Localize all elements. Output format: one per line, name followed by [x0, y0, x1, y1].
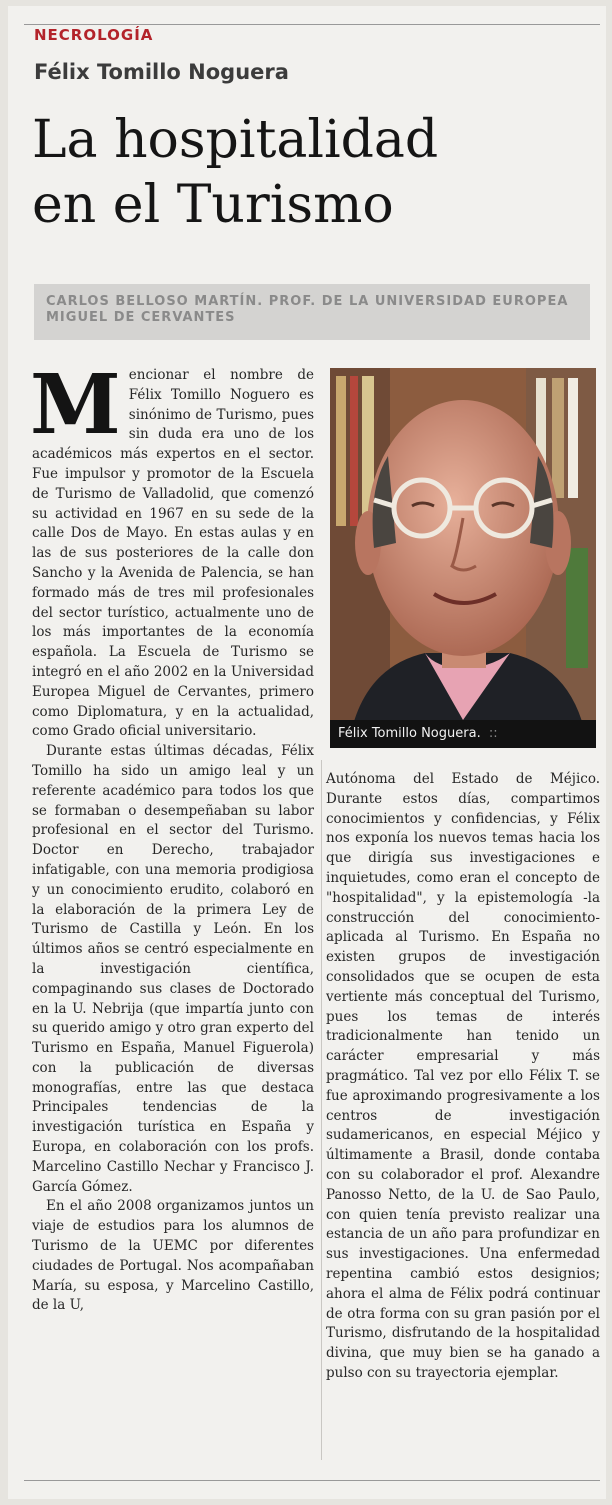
- drop-cap: M: [30, 357, 121, 453]
- paragraph-1: [30, 357, 314, 742]
- headline-line-2: en el Turismo: [32, 175, 394, 235]
- article-column-right: [326, 770, 600, 1384]
- photo-caption-text: Félix Tomillo Noguera.: [338, 726, 481, 741]
- portrait-illustration: [330, 368, 596, 748]
- section-label: NECROLOGÍA: [34, 26, 154, 44]
- headline: [32, 108, 438, 238]
- paragraph-3: En el año 2008 organizamos juntos un viaje de estudios para los alumnos de Turismo de la UEMC por diferentes ciudades de Portugal. Nos acompañaban María, su esposa, y Marcelino Castillo, de la U,: [32, 1198, 314, 1314]
- paragraph-3-continued: Autónoma del Estado de Méjico. Durante estos días, compartimos conocimientos y confidencias, y Félix nos exponía los nuevos temas hacia los que dirigía sus investigaciones e inquietudes, como eran el concepto de "hospitalidad", y la epistemología -la construcción del conocimiento- aplicada al Turismo. En España no existen grupos de investigación consolidados que se ocupen de esta vertiente más conceptual del Turismo, pues los temas de interés tradicionalmente han tenido un carácter empresarial y más pragmático. Tal vez por ello Félix T. se fue aproximando progresivamente a los centros de investigación sudamericanos, en especial Méjico y últimamente a Brasil, donde contaba con su colaborador el prof. Alexandre Panosso Netto, de la U. de Sao Paulo, con quien tenía previsto realizar una estancia de un año para profundizar en sus investigaciones. Una enfermedad repentina cambió estos designios; ahora el alma de Félix podrá continuar de otra forma con su gran pasión por el Turismo, disfrutando de la hospitalidad divina, que muy bien se ha ganado a pulso con su trayectoria ejemplar.: [326, 771, 600, 1381]
- photo-caption: [330, 720, 596, 748]
- portrait-photo: [330, 368, 596, 748]
- byline: CARLOS BELLOSO MARTÍN. PROF. DE LA UNIVERSIDAD EUROPEA MIGUEL DE CERVANTES: [34, 284, 590, 340]
- bottom-rule: [24, 1480, 600, 1481]
- column-divider: [321, 760, 322, 1460]
- photo-caption-mark: ::: [488, 726, 498, 741]
- newspaper-clipping: [8, 6, 606, 1499]
- obituary-subject: Félix Tomillo Noguera: [34, 60, 289, 84]
- headline-line-1: La hospitalidad: [32, 110, 439, 170]
- paragraph-1-text: encionar el nombre de Félix Tomillo Noguero es sinónimo de Turismo, pues sin duda era uno de los académicos más expertos en el sector. Fue impulsor y promotor de la Escuela de Turismo de Valladolid, que comenzó su actividad en 1967 en su sede de la calle Dos de Mayo. En estas aulas y en las de sus posteriores de la calle don Sancho y la Avenida de Palencia, se han formado más de tres mil profesionales del sector turístico, actualmente uno de los más importantes de la economía española. La Escuela de Turismo se integró en el año 2002 en la Universidad Europea Miguel de Cervantes, primero como Diplomatura, y en la actualidad, como Grado oficial universitario.: [32, 367, 314, 740]
- paragraph-2: Durante estas últimas décadas, Félix Tomillo ha sido un amigo leal y un referente académico para todos los que se formaban o desempeñaban su labor profesional en el sector del Turismo. Doctor en Derecho, trabajador infatigable, con una memoria prodigiosa y un conocimiento erudito, colaboró en la elaboración de la primera Ley de Turismo de Castilla y León. En los últimos años se centró especialmente en la investigación científica, compaginando sus clases de Doctorado en la U. Nebrija (que impartía junto con su querido amigo y otro gran experto del Turismo en España, Manuel Figuerola) con la publicación de diversas monografías, entre las que destaca Principales tendencias de la investigación turística en España y Europa, en colaboración con los profs. Marcelino Castillo Nechar y Francisco J. García Gómez.: [32, 743, 314, 1195]
- article-column-left: [30, 357, 314, 1316]
- top-rule: [24, 24, 600, 25]
